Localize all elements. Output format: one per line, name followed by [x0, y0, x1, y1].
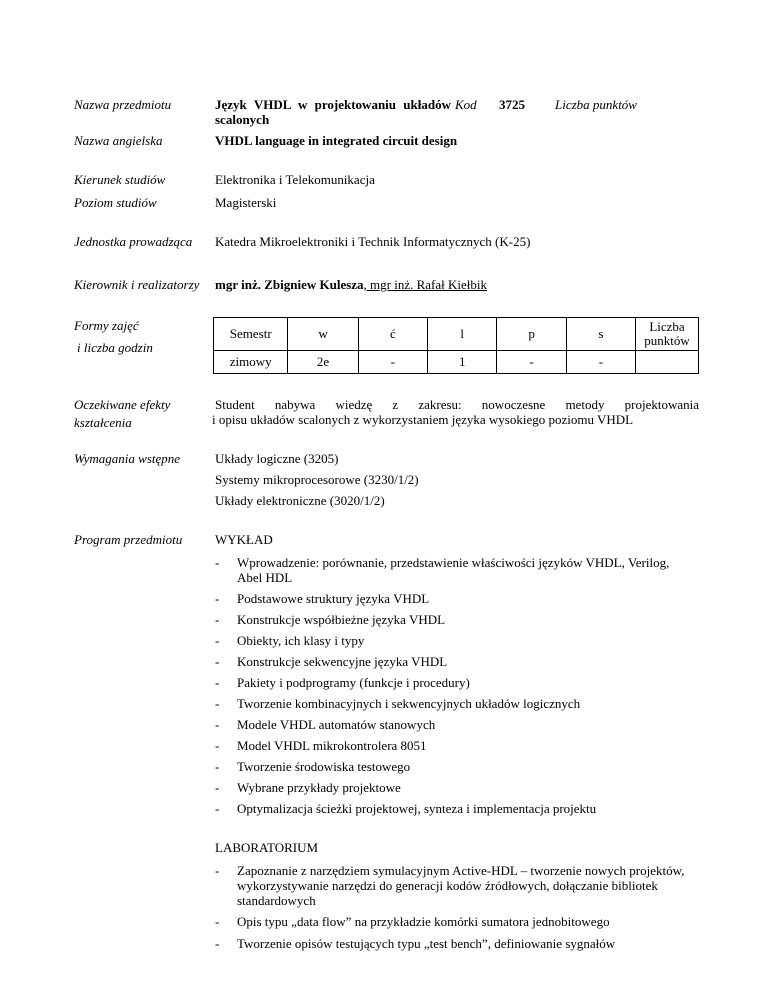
item-dash: - [215, 612, 220, 627]
item-dash: - [215, 591, 220, 606]
lead-main: mgr inż. Zbigniew Kulesza [215, 277, 364, 292]
item-dash: - [215, 717, 220, 732]
lab-item-text: Tworzenie opisów testujących typu „test bench”, definiowanie sygnałów [237, 936, 616, 951]
lab-item-text: Opis typu „data flow” na przykładzie komórki sumatora jednobitowego [237, 914, 610, 929]
lecture-item-text: Konstrukcje sekwencyjne języka VHDL [237, 654, 448, 669]
requirement-item: Układy logiczne (3205) [215, 451, 339, 466]
subject-title-line2: scalonych [215, 112, 270, 127]
item-dash: - [215, 738, 220, 753]
lab-item-text: Zapoznanie z narzędziem symulacyjnym Active-HDL – tworzenie nowych projektów, wykorzystywanie narzędzi do generacji kodów źródłowych, dołączanie bibliotek standardowych [237, 863, 685, 908]
lecture-item-text: Wprowadzenie: porównanie, przedstawienie właściwości języków VHDL, Verilog, Abel HDL [237, 555, 670, 585]
forms-header-cell: Liczba punktów [636, 318, 699, 351]
requirement-item: Układy elektroniczne (3020/1/2) [215, 493, 385, 508]
forms-header-cell: l [427, 318, 496, 351]
lead-label: Kierownik i realizatorzy [74, 277, 200, 292]
requirements-label: Wymagania wstępne [74, 451, 181, 466]
item-dash: - [215, 654, 220, 669]
subject-title [215, 97, 451, 127]
item-dash: - [215, 914, 220, 929]
forms-table-row [214, 351, 699, 374]
outcomes-label: Oczekiwane efekty [74, 397, 171, 412]
lecture-item-text: Tworzenie kombinacyjnych i sekwencyjnych układów logicznych [237, 696, 581, 711]
lecture-title: WYKŁAD [215, 532, 273, 547]
points-label: Liczba punktów [555, 97, 637, 112]
subject-title-line1: Język VHDL w projektowaniu układów [215, 97, 451, 112]
lead-value [215, 277, 487, 293]
forms-label-hours: i liczba godzin [77, 340, 153, 355]
code-value: 3725 [499, 97, 525, 112]
lead-separator: , [363, 277, 367, 292]
forms-cell: - [358, 351, 427, 374]
item-dash: - [215, 696, 220, 711]
lecture-item-text: Konstrukcje współbieżne języka VHDL [237, 612, 446, 627]
item-dash: - [215, 863, 220, 878]
outcomes-line-2: i opisu układów scalonych z wykorzystaniem języka wysokiego poziomu VHDL [212, 412, 634, 427]
lecture-item-text: Obiekty, ich klasy i typy [237, 633, 365, 648]
forms-cell: 2e [288, 351, 358, 374]
lecture-item-text: Podstawowe struktury języka VHDL [237, 591, 430, 606]
lead-other: mgr inż. Rafał Kiełbik [366, 277, 488, 292]
item-dash: - [215, 759, 220, 774]
forms-cell: - [497, 351, 566, 374]
lecture-item-text: Modele VHDL automatów stanowych [237, 717, 436, 732]
unit-label: Jednostka prowadząca [74, 234, 193, 249]
item-dash: - [215, 936, 220, 951]
outcomes-line-1: Student nabywa wiedzę z zakresu: nowoczesne metody projektowania [215, 397, 699, 412]
requirement-item: Systemy mikroprocesorowe (3230/1/2) [215, 472, 419, 487]
program-label: Program przedmiotu [74, 532, 183, 547]
forms-header-cell: ć [358, 318, 427, 351]
forms-table [213, 317, 699, 374]
level-value: Magisterski [215, 195, 277, 210]
item-dash: - [215, 780, 220, 795]
subject-label: Nazwa przedmiotu [74, 97, 172, 112]
lab-title: LABORATORIUM [215, 840, 319, 855]
english-name-label: Nazwa angielska [74, 133, 163, 148]
item-dash: - [215, 801, 220, 816]
code-label: Kod [455, 97, 477, 112]
level-label: Poziom studiów [74, 195, 157, 210]
english-name-value: VHDL language in integrated circuit design [215, 133, 458, 148]
outcomes-label-2: kształcenia [74, 415, 132, 430]
unit-value: Katedra Mikroelektroniki i Technik Informatycznych (K-25) [215, 234, 531, 249]
forms-header-cell: w [288, 318, 358, 351]
lecture-item-text: Pakiety i podprogramy (funkcje i procedury) [237, 675, 470, 690]
forms-cell: 1 [427, 351, 496, 374]
forms-table-header-row [214, 318, 699, 351]
item-dash: - [215, 555, 220, 570]
forms-cell: zimowy [214, 351, 288, 374]
forms-header-cell: s [566, 318, 635, 351]
forms-label: Formy zajęć [74, 318, 139, 333]
forms-header-cell: p [497, 318, 566, 351]
forms-cell [636, 351, 699, 374]
lecture-item-text: Model VHDL mikrokontrolera 8051 [237, 738, 427, 753]
direction-label: Kierunek studiów [74, 172, 166, 187]
item-dash: - [215, 675, 220, 690]
lecture-item-text: Optymalizacja ścieżki projektowej, synteza i implementacja projektu [237, 801, 597, 816]
forms-cell: - [566, 351, 635, 374]
forms-header-cell: Semestr [214, 318, 288, 351]
outcomes-text [212, 397, 699, 427]
direction-value: Elektronika i Telekomunikacja [215, 172, 375, 187]
lecture-item-text: Tworzenie środowiska testowego [237, 759, 411, 774]
item-dash: - [215, 633, 220, 648]
lecture-item-text: Wybrane przykłady projektowe [237, 780, 401, 795]
